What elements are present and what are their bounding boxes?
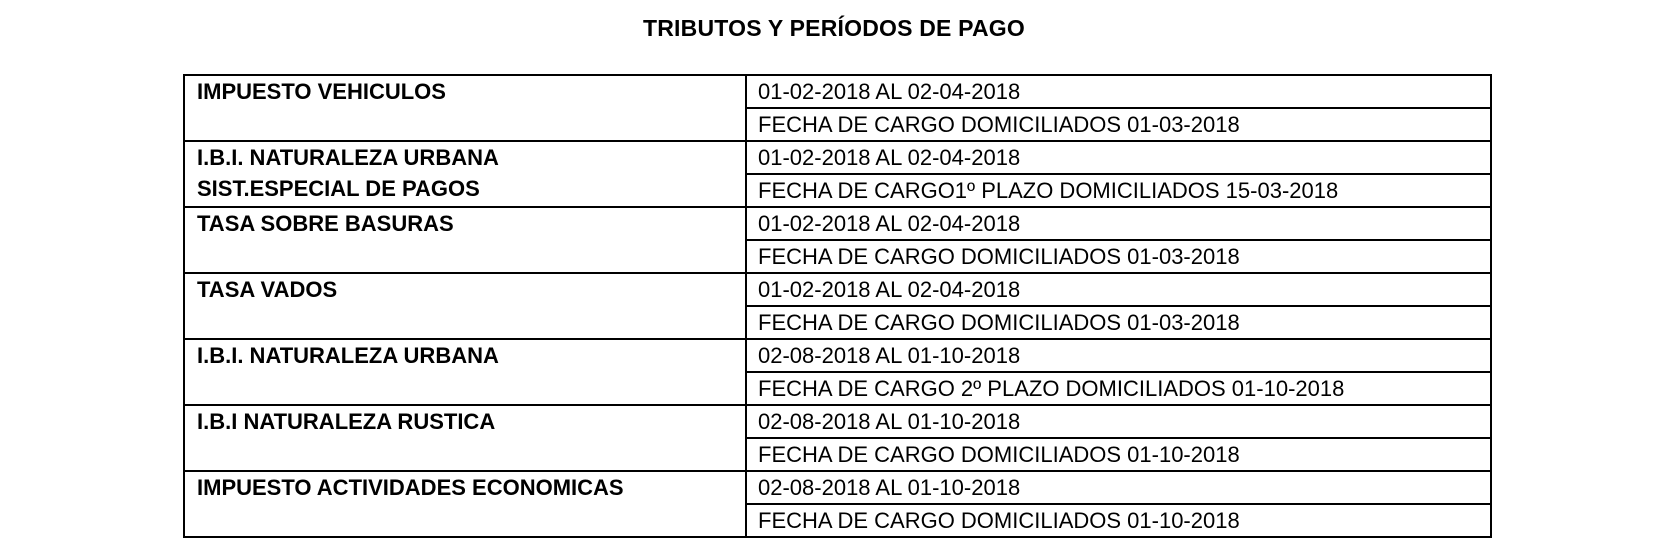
tax-name-line: I.B.I. NATURALEZA URBANA (197, 145, 499, 170)
tax-name-cell (184, 141, 746, 207)
tax-name-line: TASA VADOS (197, 277, 338, 302)
tax-name-cell (184, 471, 746, 537)
table-row (184, 141, 1491, 174)
tax-name-line: IMPUESTO ACTIVIDADES ECONOMICAS (197, 475, 624, 500)
charge-date-cell: FECHA DE CARGO DOMICILIADOS 01-03-2018 (746, 108, 1491, 141)
charge-date-cell: FECHA DE CARGO1º PLAZO DOMICILIADOS 15-03-2018 (746, 174, 1491, 207)
payment-period-cell: 02-08-2018 AL 01-10-2018 (746, 471, 1491, 504)
payment-period-cell: 02-08-2018 AL 01-10-2018 (746, 405, 1491, 438)
document-title: TRIBUTOS Y PERÍODOS DE PAGO (643, 15, 1025, 41)
tax-name-cell (184, 405, 746, 471)
payment-period-cell: 01-02-2018 AL 02-04-2018 (746, 141, 1491, 174)
table-row (184, 273, 1491, 306)
table-row (184, 75, 1491, 108)
tax-name-line: TASA SOBRE BASURAS (197, 211, 454, 236)
charge-date-cell: FECHA DE CARGO DOMICILIADOS 01-10-2018 (746, 504, 1491, 537)
charge-date-cell: FECHA DE CARGO DOMICILIADOS 01-10-2018 (746, 438, 1491, 471)
table-row (184, 405, 1491, 438)
payment-period-cell: 02-08-2018 AL 01-10-2018 (746, 339, 1491, 372)
tax-name-cell (184, 75, 746, 141)
tax-periods-table (183, 74, 1492, 538)
tax-name-line: IMPUESTO VEHICULOS (197, 79, 446, 104)
tax-name-line: I.B.I NATURALEZA RUSTICA (197, 409, 496, 434)
payment-period-cell: 01-02-2018 AL 02-04-2018 (746, 75, 1491, 108)
payment-period-cell: 01-02-2018 AL 02-04-2018 (746, 273, 1491, 306)
table-row (184, 471, 1491, 504)
table-row (184, 339, 1491, 372)
table-row (184, 207, 1491, 240)
table-body (184, 75, 1491, 537)
charge-date-cell: FECHA DE CARGO DOMICILIADOS 01-03-2018 (746, 240, 1491, 273)
charge-date-cell: FECHA DE CARGO DOMICILIADOS 01-03-2018 (746, 306, 1491, 339)
tax-name-line: I.B.I. NATURALEZA URBANA (197, 343, 499, 368)
payment-period-cell: 01-02-2018 AL 02-04-2018 (746, 207, 1491, 240)
tax-name-line: SIST.ESPECIAL DE PAGOS (197, 176, 480, 201)
tax-name-cell (184, 273, 746, 339)
tax-name-cell (184, 207, 746, 273)
tax-name-cell (184, 339, 746, 405)
charge-date-cell: FECHA DE CARGO 2º PLAZO DOMICILIADOS 01-10-2018 (746, 372, 1491, 405)
